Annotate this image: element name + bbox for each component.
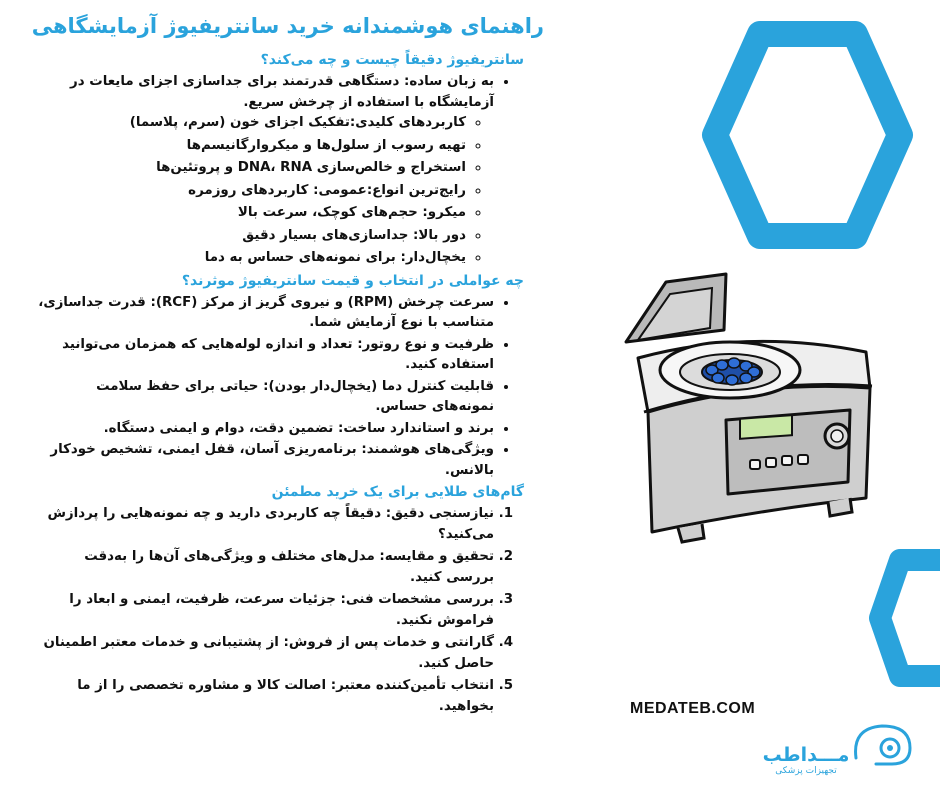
hexagon-decoration-top xyxy=(700,20,915,250)
brand-logo xyxy=(760,745,852,777)
centrifuge-illustration xyxy=(608,270,898,560)
list-item: • قابلیت کنترل دما (یخچال‌دار بودن): حیاتی برای حفظ سلامت نمونه‌های حساس. xyxy=(36,377,494,418)
page-title: راهنمای هوشمندانه خرید سانتریفیوژ آزمایشگاهی xyxy=(31,14,544,38)
section-heading-factors: چه عواملی در انتخاب و قیمت سانتریفیوژ موثرند؟ xyxy=(181,272,524,289)
list-item: • برند و استاندارد ساخت: تضمین دقت، دوام و ایمنی دستگاه. xyxy=(36,419,494,440)
list-item: 3. بررسی مشخصات فنی: جزئیات سرعت، ظرفیت، ایمنی و ابعاد را فراموش نکنید. xyxy=(36,590,494,631)
intro-text: به زبان ساده: دستگاهی قدرتمند برای جداسازی اجزای مایعات در آزمایشگاه با استفاده از چرخش سریع. xyxy=(70,74,494,110)
brand-tagline: تجهیزات پزشکی xyxy=(775,766,837,776)
list-item: ◦ دور بالا: جداسازی‌های بسیار دقیق xyxy=(36,226,466,247)
what-is-list xyxy=(36,72,524,269)
list-item: • سرعت چرخش (RPM) و نیروی گریز از مرکز (RCF): قدرت جداسازی، متناسب با نوع آزمایش شما. xyxy=(36,293,494,334)
list-item: 5. انتخاب تأمین‌کننده معتبر: اصالت کالا و مشاوره تخصصی را از ما بخواهید. xyxy=(36,676,494,717)
hexagon-decoration-bottom xyxy=(852,548,940,688)
list-item: ◦ تهیه رسوب از سلول‌ها و میکروارگانیسم‌ها xyxy=(36,136,466,157)
list-item: ◦ رایج‌ترین انواع:عمومی: کاربردهای روزمره xyxy=(36,181,466,202)
list-item: • ویژگی‌های هوشمند: برنامه‌ریزی آسان، قفل ایمنی، تشخیص خودکار بالانس. xyxy=(36,440,494,481)
list-item: ◦ یخچال‌دار: برای نمونه‌های حساس به دما xyxy=(36,248,466,269)
list-item: 1. نیازسنجی دقیق: دقیقاً چه کاربردی دارید و چه نمونه‌هایی را پردازش می‌کنید؟ xyxy=(36,504,494,545)
list-item: 4. گارانتی و خدمات پس از فروش: از پشتیبانی و خدمات معتبر اطمینان حاصل کنید. xyxy=(36,633,494,674)
list-item: ◦ استخراج و خالص‌سازی DNA، RNA و پروتئین‌ها xyxy=(36,158,466,179)
brand-name: مـــداطب xyxy=(762,744,850,766)
subitems-list xyxy=(36,113,494,269)
steps-list xyxy=(36,504,524,717)
website-link[interactable]: MEDATEB.COM xyxy=(630,700,756,717)
section-heading-steps: گام‌های طلایی برای یک خرید مطمئن xyxy=(271,484,524,500)
brand-logo-icon xyxy=(848,718,918,770)
main-content xyxy=(36,50,524,719)
list-item: 2. تحقیق و مقایسه: مدل‌های مختلف و ویژگی‌های آن‌ها را به‌دقت بررسی کنید. xyxy=(36,547,494,588)
list-item: ◦ کاربردهای کلیدی:تفکیک اجزای خون (سرم، پلاسما) xyxy=(36,113,466,134)
list-item xyxy=(36,72,494,269)
section-heading-what-is: سانتریفیوژ دقیقاً چیست و چه می‌کند؟ xyxy=(260,52,524,68)
list-item: • ظرفیت و نوع روتور: تعداد و اندازه لوله‌هایی که همزمان می‌توانید استفاده کنید. xyxy=(36,335,494,376)
factors-list xyxy=(36,293,524,482)
list-item: ◦ میکرو: حجم‌های کوچک، سرعت بالا xyxy=(36,203,466,224)
